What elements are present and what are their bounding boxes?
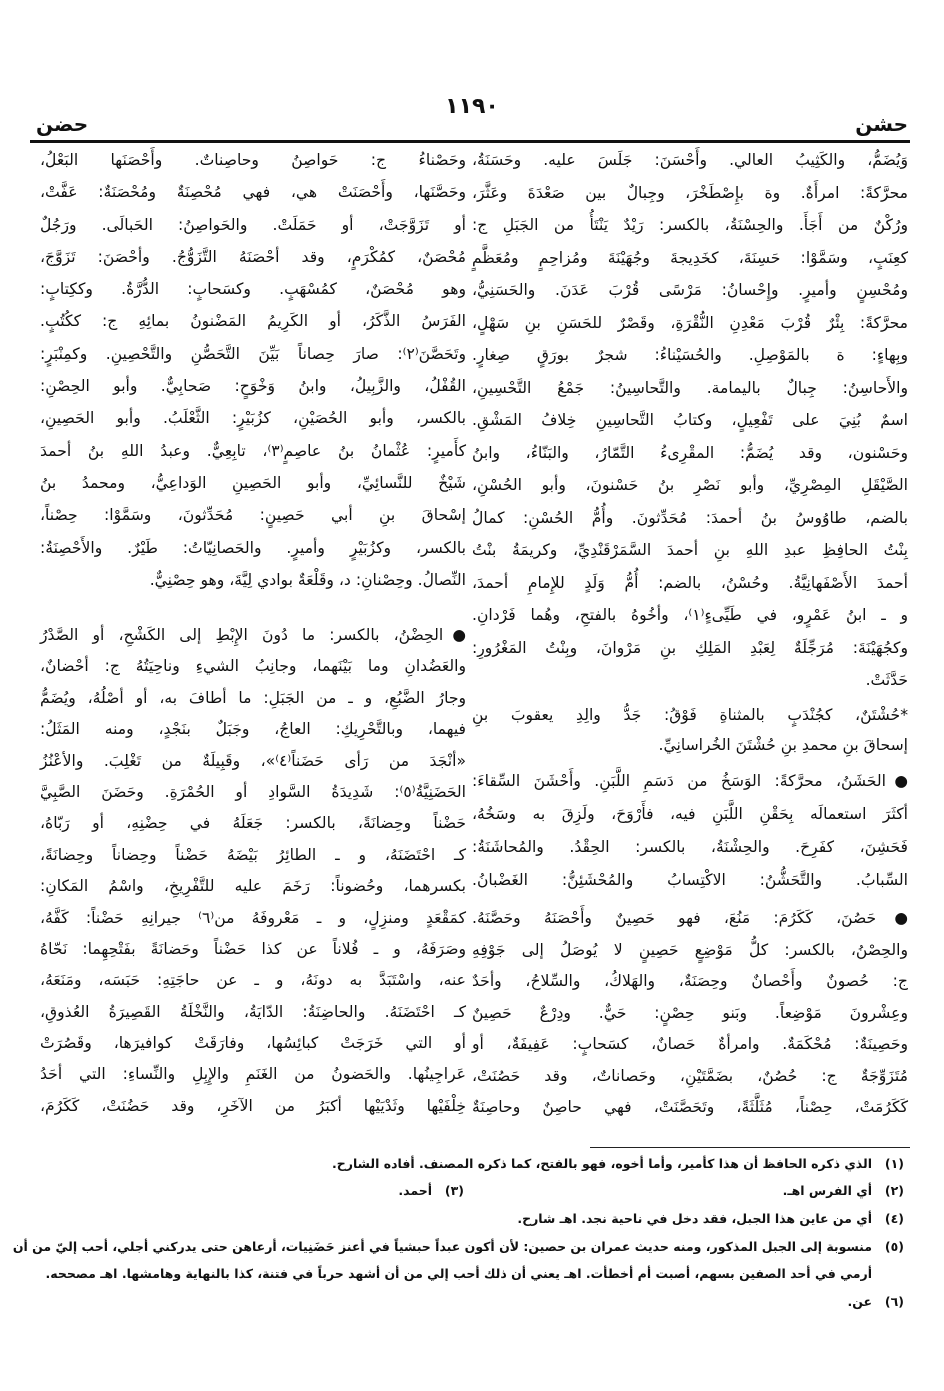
- text-line: بِنْتُ الحافِظِ عبدِ اللهِ بنِ أحمدَ السَّمَرْقَنْدِيِّ، وكريمَةُ بنْتُ: [472, 541, 908, 559]
- footnote-number: (١): [884, 1156, 904, 1171]
- text-line: بالكسر، وأبو الحُصَيْنِ، كزُبَيْرٍ: الثَّعْلَبُ. وأبو الحَصِينِ،: [40, 409, 466, 428]
- text-line: وكجُهَيْنَةَ: مُرَجِّلَةٌ لِعَبْدِ المَلِكِ بنِ مَرْوانَ، وبِنْتُ المَغْرُورِ:: [472, 638, 908, 657]
- text-line: فَحَشِنَ، كفَرِحَ. والحِشْنَةُ، بالكسر: الحِقْدُ. والمُحاشَنَةُ:: [472, 838, 908, 856]
- text-line: وحَصِينَةٌ: مُحْكَمَةٌ. وامرأةٌ حَصانٌ، كسَحابٍ: عَفِيفَةٌ، أو: [472, 1035, 908, 1053]
- text-line: والحِصْنُ، بالكسر: كلُّ مَوْضِعٍ حَصِينٍ لا يُوصَلُ إلى جَوْفِهِ: [472, 940, 908, 959]
- text-line: ج: حُصونٌ وأَحْصانٌ وحِصَنَةٌ، والهَلاكُ، والسِّلاحُ، وأحَدٌ: [472, 972, 908, 990]
- text-line: بالضم، طاوُوسُ بنُ أحمدَ: مُحَدِّثونَ. وأُمُّ الحُسْنِ: كمالُ: [472, 508, 908, 527]
- header-rule: [30, 140, 910, 143]
- text-line: وَيُضَمُّ، والكَثِيبُ العالي. وأَحْسَنَ: جَلَسَ عليه. وحَسَنَةُ،: [472, 151, 908, 169]
- footnote-line: الذي ذكره الحافظ أن هذا كأمير، وأما أخوه، فهو بالفتح، كما ذكره المصنف. أفاده الشارح.: [332, 1156, 872, 1171]
- footnote-text: [13, 1239, 872, 1293]
- text-line: النِّصالُ. وحِصْنانِ: د، وقَلْعَةٌ بوادي لِيَّةَ، وهو حِصْنِيٌّ.: [149, 570, 466, 589]
- text-line: الفَرَسُ الذَّكَرُ، أو الكَرِيمُ المَضْنونُ بمائِهِ ج: ككُتُبٍ.: [40, 312, 466, 331]
- text-line: وتَحَصَّنَ⁽٢⁾: صارَ حِصاناً بَيِّنَ التَّحَصُّنِ والتَّحْصِينِ. وكمِنْبَرٍ:: [40, 344, 466, 363]
- text-line: وحَصْناءُ ج: حَواصِنُ وحاصِناتٌ. وأَحْصَنَها البَعْلُ،: [40, 151, 466, 169]
- running-head-right: حشن: [855, 112, 908, 136]
- text-line: شَيْخٌ للنَّسائِيِّ، وأبو الحَصِينِ الوَداعِيُّ، ومحمدُ بنُ: [40, 473, 466, 492]
- footnote-line: أي الفرس اهـ.: [782, 1183, 872, 1198]
- entry-hushtan: [472, 700, 908, 760]
- entry-hidn: [40, 620, 466, 1122]
- text-line: والعَضُدانِ وما بَيْنَهما، وجانِبُ الشيءِ وناحِيَتُهُ ج: أحْضانٌ،: [40, 657, 466, 676]
- text-line: و ـ ابنُ عَمْرٍو، في طَيِّىءٍ⁽١⁾، وأخُوهُ بالفتحِ، وهُما فَرْدانِ.: [472, 606, 908, 624]
- footnote-4: [44, 1211, 904, 1226]
- text-line: *حُشْتَنٌ، كجُنْدَبٍ بالمثناةِ فَوْقُ: جَدُّ والِدِ يعقوبَ بنِ: [472, 706, 908, 724]
- footnote-line: أي من عاين هذا الجبل، فقد دخل في ناحية نجد. اهـ شارح.: [517, 1211, 872, 1226]
- footnote-6: [44, 1294, 904, 1309]
- text-line: وعِشْرونَ مَوْضِعاً. وبَنو حِصْنٍ: حَيٌّ. ودِرْعٌ حَصِينٌ: [472, 1003, 908, 1022]
- text-line: إسحاقَ بنِ محمدِ بنِ حُشْتَنَ الخُراسانِيِّ.: [658, 736, 908, 754]
- text-line: الحَضَنِيَّةُ⁽٥⁾: شَدِيدَةُ السَّوادِ أو الحُمْرَةِ. وحَضَنَ الصَّبِيَّ: [40, 782, 466, 801]
- footnote-5: [12, 1239, 904, 1293]
- text-line: كعِنَبٍ، وسَمَّوْا: حَسِنَةَ، كخَدِيجةَ وجُهَيْنَةَ ومُزاحِمٍ ومُعَظَّمٍ: [472, 248, 908, 267]
- text-line: فيهما، وبالتَّحْرِيكِ: العاجُ، وجَبَلٌ بنَجْدٍ، ومنه المَثَلُ:: [40, 720, 466, 739]
- text-line: حَدَّثَتْ.: [865, 671, 908, 689]
- text-line: ورُكْنٌ من أَجَأَ. والحِسْنَةُ، بالكسر: رَيْدٌ يَنْتَأُ من الجَبَلِ ج:: [472, 216, 908, 234]
- footnote-text: [44, 1294, 872, 1309]
- text-line: خِلْفَيْها وثَدْيَيْها أكبَرُ من الآخَرِ، وقد حَضُنَتْ، كَكَرُمَ،: [40, 1096, 466, 1115]
- text-line: محرَّكةً: امرأَةٌ. وة بإِصْطَخْرَ، وجِبالٌ بين صَعْدَةَ وعَثَّرَ،: [472, 183, 908, 202]
- footnote-number: (٢): [884, 1183, 904, 1198]
- footnote-separator: [590, 1147, 910, 1148]
- text-line: ●حَصُنَ، كَكَرُمَ: مَنُعَ، فهو حَصِينٌ وأَحْصَنَهُ وحَصَّنَهُ.: [472, 909, 908, 927]
- text-line: أكثَرَ استعمالَه بِحَقْنِ اللَّبَنِ فيه، فأَرْوَحَ، ولَزِقَ به وسَخُهُ،: [472, 805, 908, 823]
- text-line: وحَسْنون، وقد يُضَمُّ: المقْرِىءُ التَّمّارُ، والبَنّاءُ، وابنُ: [472, 443, 908, 462]
- text-line: أحمدَ الأَصْفَهانِيَّةُ. وحُسْنُ، بالضم: أُمُّ وَلَدٍ للإِمامِ أحمدَ،: [472, 573, 908, 592]
- text-line: أو التي خَرَجَتْ كبائِسُها، وفارَقَتْ كوافيرَها، وقَصُرَتْ: [40, 1034, 466, 1053]
- text-line: حَضْناً وحِضانَةً، بالكسر: جَعَلَهُ في حِضْنِهِ، أو رَبّاهُ،: [40, 814, 466, 833]
- footnote-text: [44, 1211, 872, 1226]
- footnote-2: [44, 1183, 904, 1198]
- text-line: السِّبابُ. والتَّحَشُّنُ: الاكْتِسابُ والمُحْشَئِنُّ: الغَضْبانُ.: [472, 871, 908, 889]
- text-line: وهو مُحْصَنٌ، كمُسْهَبٍ. وكسَحابٍ: الدُّرَّةُ. وككِتابٍ:: [40, 280, 466, 299]
- text-line: ●الحَشَنُ، محرَّكةً: الوَسَخُ من دَسَمِ اللَّبَنِ. وأَحْشَنَ السِّقاءَ:: [472, 772, 908, 790]
- text-line: اسمٌ بُنِيَ على تَفْعِيلٍ، وكتابُ التَّحاسِينِ خِلافُ المَشْقِ.: [472, 411, 908, 429]
- text-line: «أنْجَدَ من رَأى حَضَناً⁽٤⁾»، وقَبِيلَةٌ من تَغْلِبَ. والأعْنُزُ: [40, 751, 466, 770]
- text-line: وجارُ الضَّبُعِ، و ـ من الجَبَلِ: ما أطافَ به، أو أصْلُهُ، ويُضَمُّ: [40, 688, 466, 707]
- text-line: مُحْصَنٌ، كمُكْرَمٍ، وقد أحْصَنَهُ التَّزَوُّجُ. وأحْصَنَ: تَزَوَّجَ،: [40, 247, 466, 266]
- footnote-3: [398, 1183, 464, 1198]
- footnote-line: أرمي في أحد الصفين بسهم، أصبت أم أخطأت. اهـ يعني أن ذلك أحب إلي من أن أشهد حرباً في فتنة، كذا بالنهاية وهامشها. اهـ مصححه.: [45, 1266, 872, 1281]
- text-line: كمَقْعَدٍ ومنزِلٍ، و ـ مَعْروفَهُ من⁽٦⁾ جيرانِهِ حَضْناً: كَفَّهُ،: [40, 908, 466, 927]
- text-line: والأَحاسِنُ: جِبالٌ باليمامة. والتَّحاسِينُ: جَمْعُ التَّحْسِينِ،: [472, 378, 908, 397]
- text-line: إسْحاقَ بنِ أبي حَصِينٍ: مُحَدِّثونَ، وسَمَّوْا: حِصْناً،: [40, 506, 466, 525]
- text-line: القُفْلُ، والزَّبِيلُ، وابنُ وَخْوَحٍ: صَحابِيٌّ. وأبو الحِصْنِ:: [40, 377, 466, 396]
- text-line: بكسرهما، وحُضوناً: رَخَمَ عليه للتَّفْرِيخِ، واسْمُ المَكانِ:: [40, 877, 466, 896]
- entry-hasuna: [472, 903, 908, 1124]
- footnote-line: عن.: [847, 1294, 872, 1309]
- footnote-1: [44, 1156, 904, 1171]
- text-line: كـ احْتَضَنَهُ، و ـ الطائِرُ بَيْضَهُ حَضْناً وحِضاناً وحِضانَةً،: [40, 845, 466, 864]
- footnote-line: أحمد.: [398, 1183, 432, 1198]
- text-line: ومُحْسِنٍ وأميرٍ. وإِحْسانُ: مَرْسًى قُرْبَ عَدَنَ. والحَسَنِيُّ،: [472, 281, 908, 299]
- text-line: كأَميرٍ: عُثْمانُ بنُ عاصِمٍ⁽٣⁾، تابِعِيٌّ. وعبدُ اللهِ بنُ أحمدَ: [40, 441, 467, 460]
- text-line: أو تَزَوَّجَتْ، أو حَمَلَتْ. والحَواصِنُ: الحَبالَى. ورَجُلٌ: [40, 215, 466, 234]
- text-line: الصَّيْقَلِ المِصْرِيِّ، وأبو نَصْرِ بنُ حَسْنونَ، وأبو الحُسْنِ،: [472, 476, 908, 494]
- text-line: ●الحِضْنُ، بالكسر: ما دُونَ الإِبْطِ إلى الكَشْحِ، أو الصَّدْرُ: [40, 626, 466, 644]
- page-number: ١١٩٠: [445, 94, 499, 119]
- text-line: وحَصَّنَها، وأَحْصَنَتْ هي، فهي مُحْصِنَةٌ ومُحْصَنَةٌ: عَفَّتْ،: [40, 183, 466, 202]
- text-line: كـ احْتَضَنَهُ. والحاضِنَةُ: الدّايَةُ، والنَّخْلَةُ القَصِيرَةُ العُذوقِ،: [40, 1002, 466, 1021]
- footnote-number: (٦): [884, 1294, 904, 1309]
- text-line: بالكسر، وكزُبَيْرٍ وأميرٍ. والحَصانِيّاتُ: طَيْرٌ. والأَحْصِنَةُ:: [40, 538, 466, 557]
- text-line: عنه، واسْتَبَدَّ به دونَهُ، و ـ عن حاجَتِهِ: حَبَسَه، ومَنَعَهُ،: [40, 971, 466, 990]
- footnote-text: [44, 1156, 872, 1171]
- text-line: وبِهاءٍ: ة بالمَوْصِلِ. والحُسَيْناءُ: شجرٌ بورَقٍ صِغارٍ.: [472, 346, 908, 364]
- text-line: كَكَرُمَتْ، حِصْناً، مُثَلَّثَةً، وتَحَصَّنَتْ، فهي حاصِنٌ وحاصِنَةٌ: [472, 1098, 908, 1116]
- footnote-number: (٥): [884, 1239, 904, 1254]
- running-head-left: حضن: [36, 112, 89, 136]
- entry-hasuna-continued: [40, 144, 466, 596]
- text-line: وصَرَفَهُ، و ـ فُلاناً عن كذا حَضْناً وحَضانَةً بفَتْحِهِما: نَحّاهُ: [40, 939, 466, 958]
- text-line: محرَّكةً: بِئْرٌ قُرْبَ مَعْدِنِ النُّقْرَةِ، وقَصْرٌ للحَسَنِ بنِ سَهْلٍ،: [472, 313, 908, 332]
- footnote-number: (٤): [884, 1211, 904, 1226]
- entry-hashan: [472, 765, 908, 897]
- footnote-number: (٣): [444, 1183, 464, 1198]
- text-line: مُتَزَوِّجَةٌ ج: حُصُنٌ، بضَمَّتَيْنِ، وحَصاناتٌ، وقد حَصُنَتْ،: [472, 1066, 908, 1085]
- footnote-text: [398, 1183, 432, 1198]
- entry-hasan-continued: [472, 144, 908, 697]
- text-line: عَراجِينُها. والحَضونُ من الغَنَمِ والإِبِلِ والنِّساءِ: التي أحَدُ: [40, 1065, 466, 1084]
- footnote-line: منسوبة إلى الجبل المذكور، ومنه حديث عمران بن حصين: لأن أكون عبداً حبشياً في أعنز حَضَنِيات، أرعاهن حتى يدركني أجلي، أحب إليّ من أن: [12, 1239, 872, 1254]
